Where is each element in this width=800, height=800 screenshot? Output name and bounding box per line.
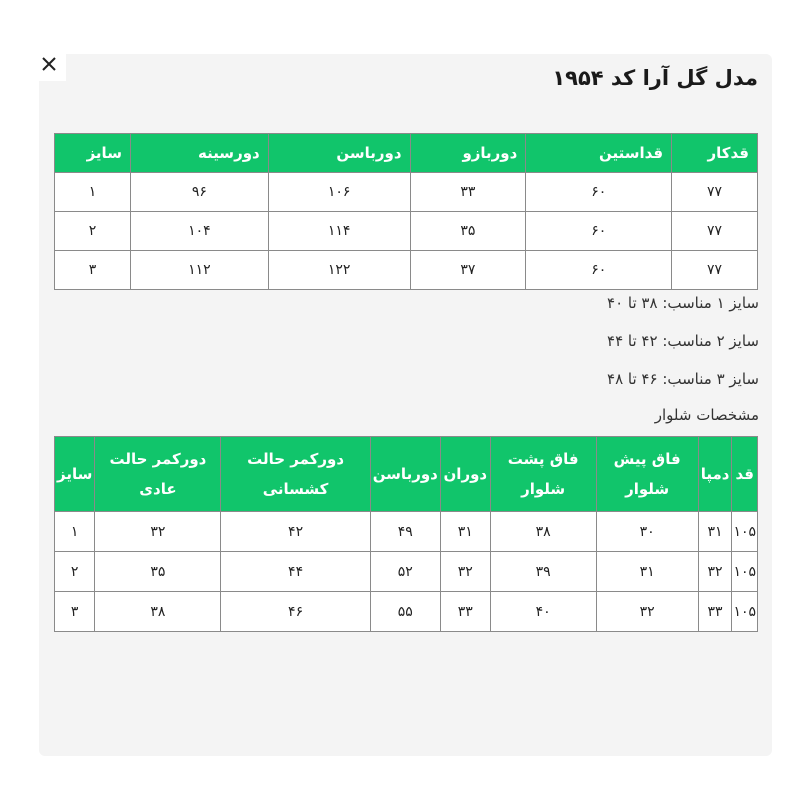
table-cell: ۴۶: [221, 592, 370, 632]
table-cell: ۳۲: [596, 592, 698, 632]
table-header: دمپا: [698, 437, 732, 512]
table-cell: ۳۹: [490, 552, 596, 592]
size-note: سایز ۱ مناسب: ۳۸ تا ۴۰: [607, 294, 759, 312]
table-header: دورباسن: [370, 437, 440, 512]
table-cell: ۳۵: [95, 552, 221, 592]
table-header: دورسینه: [130, 134, 268, 173]
table-cell: ۳۲: [440, 552, 490, 592]
size-note: سایز ۳ مناسب: ۴۶ تا ۴۸: [607, 370, 759, 388]
table-cell: ۳۸: [490, 512, 596, 552]
table-cell: ۳۰: [596, 512, 698, 552]
table-cell: ۷۷: [672, 212, 758, 251]
table-cell: ۴۴: [221, 552, 370, 592]
table-cell: ۱: [55, 173, 131, 212]
table-cell: ۳۱: [440, 512, 490, 552]
close-button[interactable]: [32, 47, 66, 81]
trousers-heading: مشخصات شلوار: [654, 406, 759, 424]
table-header: دورکمر حالت کشسانی: [221, 437, 370, 512]
table-cell: ۳۱: [596, 552, 698, 592]
table-cell: ۳۳: [410, 173, 526, 212]
table-cell: ۳۳: [698, 592, 732, 632]
table-cell: ۱۰۵: [732, 592, 758, 632]
table-header: سایز: [55, 437, 95, 512]
table-header: سایز: [55, 134, 131, 173]
table-header: قداستین: [526, 134, 672, 173]
table-cell: ۵۲: [370, 552, 440, 592]
table-cell: ۳۵: [410, 212, 526, 251]
table-cell: ۳۷: [410, 251, 526, 290]
table-header: دورباسن: [268, 134, 410, 173]
table-cell: ۱۰۴: [130, 212, 268, 251]
trousers-table: [54, 436, 758, 632]
table-cell: ۳۸: [95, 592, 221, 632]
table-cell: ۴۲: [221, 512, 370, 552]
table-cell: ۳۲: [698, 552, 732, 592]
table-cell: ۳: [55, 251, 131, 290]
table-cell: ۳۲: [95, 512, 221, 552]
table-row: [55, 251, 758, 290]
table-header: دورکمر حالت عادی: [95, 437, 221, 512]
table-cell: ۱۱۴: [268, 212, 410, 251]
table-header: فاق پیش شلوار: [596, 437, 698, 512]
table-cell: ۶۰: [526, 173, 672, 212]
size-table: [54, 133, 758, 290]
table-row: [55, 212, 758, 251]
table-cell: ۱۱۲: [130, 251, 268, 290]
table-cell: ۲: [55, 552, 95, 592]
table-cell: ۱۰۵: [732, 552, 758, 592]
table-header: قد: [732, 437, 758, 512]
table-cell: ۱۲۲: [268, 251, 410, 290]
table-header: دوربازو: [410, 134, 526, 173]
table-cell: ۳: [55, 592, 95, 632]
table-cell: ۳۳: [440, 592, 490, 632]
table-cell: ۲: [55, 212, 131, 251]
table-cell: ۶۰: [526, 251, 672, 290]
close-icon: [42, 57, 56, 71]
table-cell: ۹۶: [130, 173, 268, 212]
table-cell: ۴۰: [490, 592, 596, 632]
table-cell: ۷۷: [672, 251, 758, 290]
table-header: قدکار: [672, 134, 758, 173]
table-cell: ۶۰: [526, 212, 672, 251]
table-cell: ۴۹: [370, 512, 440, 552]
table-header: فاق پشت شلوار: [490, 437, 596, 512]
table-cell: ۱۰۵: [732, 512, 758, 552]
table-row: [55, 173, 758, 212]
table-row: [55, 512, 758, 552]
table-cell: ۳۱: [698, 512, 732, 552]
table-row: [55, 552, 758, 592]
table-header: دوران: [440, 437, 490, 512]
table-cell: ۵۵: [370, 592, 440, 632]
size-note: سایز ۲ مناسب: ۴۲ تا ۴۴: [607, 332, 759, 350]
page-title: مدل گل آرا کد ۱۹۵۴: [552, 66, 758, 90]
table-cell: ۱: [55, 512, 95, 552]
table-row: [55, 592, 758, 632]
table-cell: ۱۰۶: [268, 173, 410, 212]
product-size-panel: [39, 54, 772, 756]
table-cell: ۷۷: [672, 173, 758, 212]
